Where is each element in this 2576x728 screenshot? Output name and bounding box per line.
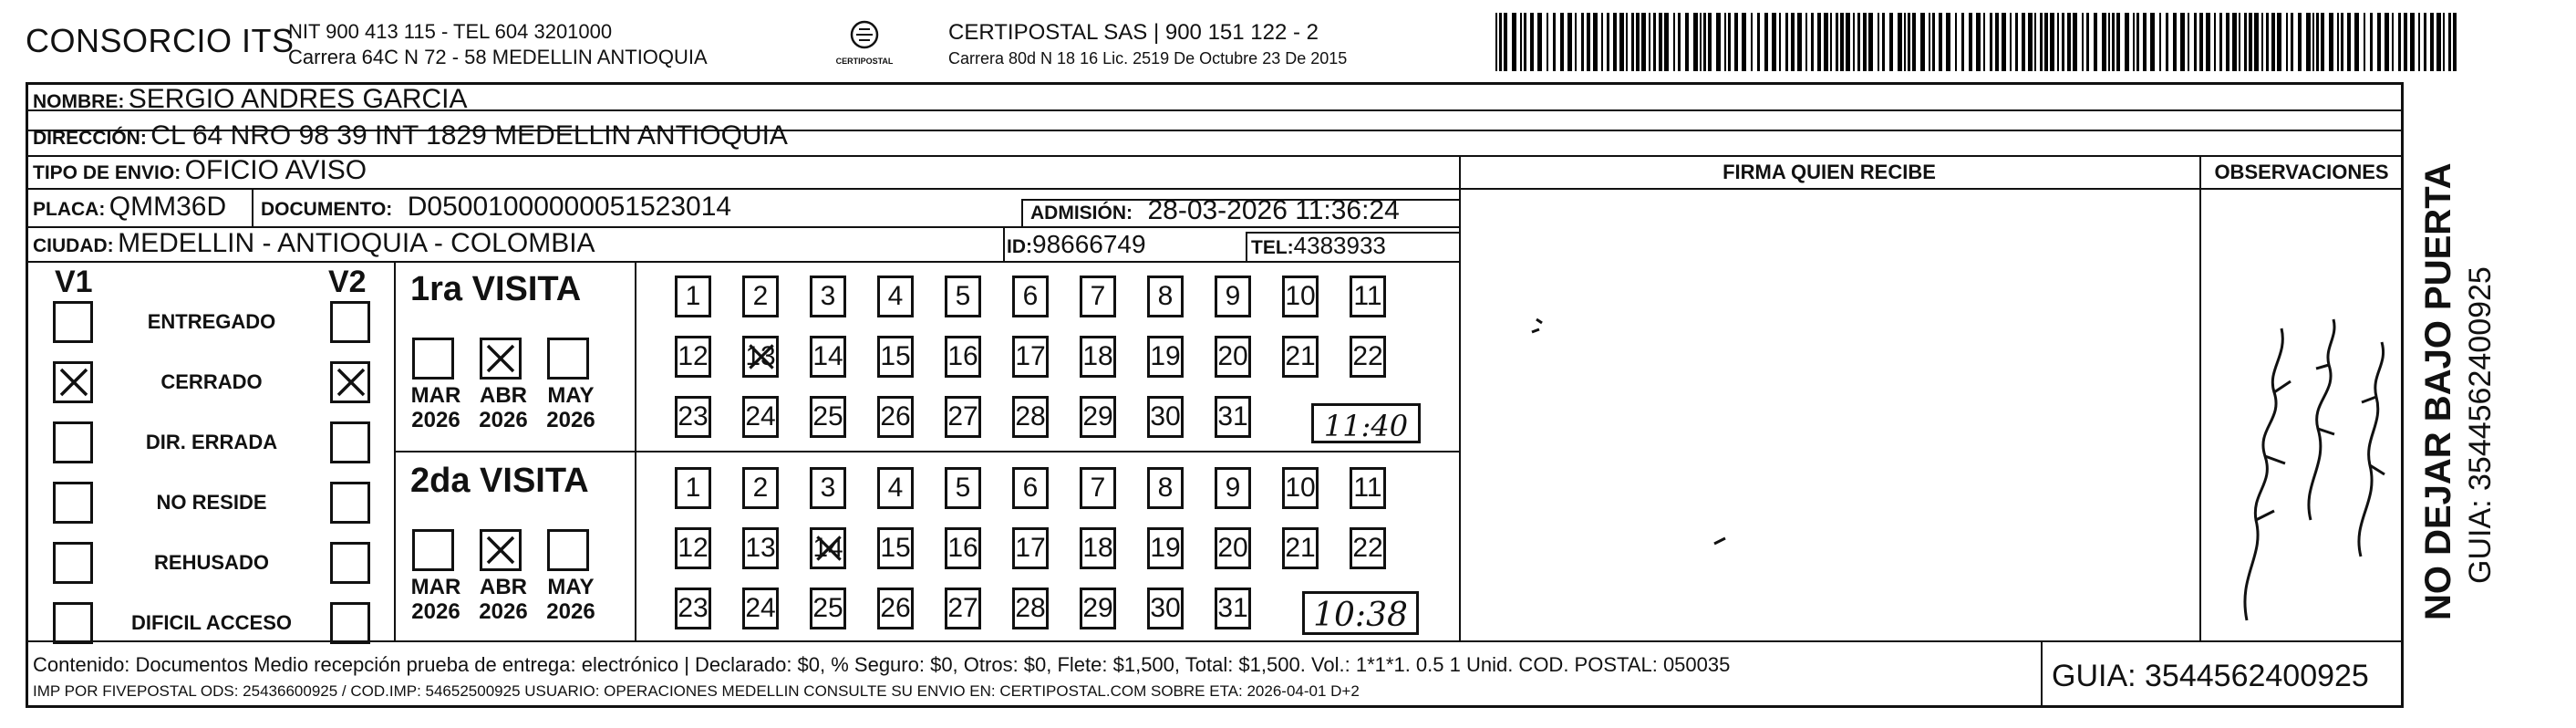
barcode-bar (1636, 13, 1640, 71)
barcode-bar (2094, 13, 2097, 71)
first-visit-day-20[interactable]: 20 (1215, 336, 1251, 378)
barcode-bar (1716, 13, 1721, 71)
barcode-bar (1613, 13, 1617, 71)
barcode-bar (1524, 13, 1526, 71)
barcode-bar (1857, 13, 1860, 71)
barcode-bar (1939, 13, 1942, 71)
firma-header: FIRMA QUIEN RECIBE (1723, 161, 1936, 183)
barcode-bar (2199, 13, 2203, 71)
barcode-bar (1734, 13, 1738, 71)
direccion-label: DIRECCIÓN: (33, 128, 147, 149)
barcode-bar (1703, 13, 1706, 71)
barcode-bar (1653, 13, 1656, 71)
second-visit-day-31[interactable]: 31 (1215, 588, 1251, 629)
tel-cell: TEL:4383933 (1251, 232, 1386, 259)
barcode-bar (2436, 13, 2441, 71)
first-visit-month-box-mar[interactable] (412, 338, 454, 380)
second-visit-day-1[interactable]: 1 (675, 467, 711, 509)
barcode-bar (1791, 13, 1795, 71)
documento-cell: DOCUMENTO: D05001000000051523014 (261, 192, 732, 222)
second-visit-day-26[interactable]: 26 (877, 588, 914, 629)
barcode-bar (1932, 13, 1935, 71)
footer-guia: GUIA: 3544562400925 (2052, 659, 2369, 693)
observaciones-header: OBSERVACIONES (2214, 161, 2389, 183)
barcode-bar (2166, 13, 2168, 71)
first-visit-day-18[interactable]: 18 (1080, 336, 1116, 378)
barcode-bar (1878, 13, 1879, 71)
barcode-bar (1499, 13, 1502, 71)
carrier-name: CERTIPOSTAL SAS | 900 151 122 - 2 (948, 20, 1319, 45)
second-visit-day-10[interactable]: 10 (1282, 467, 1319, 509)
nombre-value: SERGIO ANDRES GARCIA (128, 84, 468, 114)
barcode-bar (2254, 13, 2259, 71)
second-visit-day-22[interactable]: 22 (1350, 527, 1386, 569)
barcode-bar (2206, 13, 2210, 71)
barcode-bar (1700, 13, 1702, 71)
second-visit-day-25[interactable]: 25 (810, 588, 846, 629)
barcode-bar (2057, 13, 2059, 71)
barcode-bar (2443, 13, 2445, 71)
v1-checkbox-1[interactable] (53, 361, 93, 403)
barcode-bar (1961, 13, 1964, 71)
first-visit-month-box-abr[interactable] (480, 338, 522, 380)
barcode-bar (2133, 13, 2135, 71)
barcode-bar (2291, 13, 2293, 71)
barcode-bar (2316, 13, 2319, 71)
first-visit-day-4[interactable]: 4 (877, 276, 914, 317)
first-visit-day-26[interactable]: 26 (877, 396, 914, 438)
second-visit-day-29[interactable]: 29 (1080, 588, 1116, 629)
barcode-bar (2404, 13, 2407, 71)
first-visit-day-25[interactable]: 25 (810, 396, 846, 438)
barcode-bar (1811, 13, 1814, 71)
barcode-bar (1912, 13, 1916, 71)
second-visit-day-13[interactable]: 13 (742, 527, 779, 569)
company-address: Carrera 64C N 72 - 58 MEDELLIN ANTIOQUIA (288, 46, 708, 68)
barcode-bar (1631, 13, 1634, 71)
barcode-bar (2312, 13, 2314, 71)
barcode-bar (2034, 13, 2036, 71)
second-visit-day-9[interactable]: 9 (1215, 467, 1251, 509)
first-visit-day-16[interactable]: 16 (945, 336, 981, 378)
certipostal-logo (828, 16, 901, 73)
barcode-bar (2188, 13, 2189, 71)
barcode-bar (1976, 13, 1981, 71)
second-visit-month-box-may[interactable] (547, 529, 589, 571)
barcode-bar (2010, 13, 2012, 71)
status-label: CERRADO (160, 370, 263, 393)
barcode-bar (1898, 13, 1902, 71)
barcode-bar (2232, 13, 2237, 71)
barcode-bar (1495, 13, 1497, 71)
first-visit-day-12[interactable]: 12 (675, 336, 711, 378)
second-visit-day-24[interactable]: 24 (742, 588, 779, 629)
barcode-bar (1805, 13, 1807, 71)
admision-cell: ADMISIÓN: 28-03-2026 11:36:24 (1030, 195, 1400, 225)
barcode-bar (1836, 13, 1838, 71)
first-visit-day-5[interactable]: 5 (945, 276, 981, 317)
barcode-bar (1983, 13, 1985, 71)
v2-checkbox-4[interactable] (330, 542, 370, 584)
first-visit-month-label: MAR 2026 (410, 383, 461, 432)
barcode-bar (2385, 13, 2389, 71)
first-visit-title: 1ra VISITA (410, 270, 582, 308)
second-visit-day-21[interactable]: 21 (1282, 527, 1319, 569)
second-visit-day-12[interactable]: 12 (675, 527, 711, 569)
first-visit-month-label: MAY 2026 (546, 383, 595, 432)
tipo-value: OFICIO AVISO (184, 155, 367, 185)
barcode-bar (1724, 13, 1726, 71)
ciudad-value: MEDELLIN - ANTIOQUIA - COLOMBIA (118, 228, 595, 258)
barcode-bar (1641, 13, 1646, 71)
barcode-bar (2082, 13, 2084, 71)
tipo-label: TIPO DE ENVIO: (33, 162, 181, 183)
barcode-bar (1995, 13, 1999, 71)
barcode-bar (2116, 13, 2120, 71)
side-warning: NO DEJAR BAJO PUERTA (2418, 162, 2458, 620)
barcode-bar (2073, 13, 2077, 71)
barcode-bar (2370, 13, 2373, 71)
second-visit-day-3[interactable]: 3 (810, 467, 846, 509)
second-visit-day-7[interactable]: 7 (1080, 467, 1116, 509)
first-visit-day-28[interactable]: 28 (1012, 396, 1049, 438)
barcode-bar (2015, 13, 2018, 71)
v1-checkbox-5[interactable] (53, 602, 93, 644)
first-visit-time: 11:40 (1311, 403, 1421, 443)
company-name: CONSORCIO ITS (26, 22, 295, 59)
barcode-bar (1593, 13, 1598, 71)
barcode-bar (1772, 13, 1776, 71)
barcode-bar (1673, 13, 1675, 71)
barcode-bar (2173, 13, 2177, 71)
barcode-bar (1587, 13, 1590, 71)
second-visit-day-19[interactable]: 19 (1147, 527, 1184, 569)
barcode-bar (1512, 13, 1516, 71)
barcode-bar (2277, 13, 2281, 71)
barcode-bar (1908, 13, 1910, 71)
barcode-bar (1846, 13, 1850, 71)
barcode-bar (1751, 13, 1753, 71)
first-visit-month-box-may[interactable] (547, 338, 589, 380)
second-visit-month-label: MAR 2026 (410, 575, 461, 624)
ciudad-cell: CIUDAD: MEDELLIN - ANTIOQUIA - COLOMBIA (33, 228, 595, 258)
barcode-bar (1520, 13, 1522, 71)
v2-checkbox-0[interactable] (330, 301, 370, 343)
barcode-bar (2261, 13, 2263, 71)
second-visit-title: 2da VISITA (410, 462, 589, 500)
first-visit-day-29[interactable]: 29 (1080, 396, 1116, 438)
barcode-bar (1955, 13, 1957, 71)
barcode-bar (2347, 13, 2351, 71)
barcode-bar (2354, 13, 2359, 71)
first-visit-day-3[interactable]: 3 (810, 276, 846, 317)
barcode-bar (1853, 13, 1855, 71)
first-visit-day-8[interactable]: 8 (1147, 276, 1184, 317)
barcode-bar (1728, 13, 1731, 71)
barcode-bar (1840, 13, 1844, 71)
barcode-bar (1581, 13, 1584, 71)
second-visit-day-6[interactable]: 6 (1012, 467, 1049, 509)
barcode-bar (2150, 13, 2155, 71)
barcode-bar (2050, 13, 2054, 71)
barcode-bar (1868, 13, 1873, 71)
barcode-bar (1575, 13, 1577, 71)
second-visit-day-27[interactable]: 27 (945, 588, 981, 629)
barcode-bar (2364, 13, 2365, 71)
barcode-bar (2306, 13, 2311, 71)
first-visit-day-31[interactable]: 31 (1215, 396, 1251, 438)
barcode-bar (1619, 13, 1624, 71)
barcode-bar (1929, 13, 1930, 71)
status-label: DIR. ERRADA (145, 431, 278, 453)
status-label: NO RESIDE (156, 491, 267, 514)
barcode-bar (1678, 13, 1681, 71)
barcode-bar (1882, 13, 1885, 71)
direccion-value: CL 64 NRO 98 39 INT 1829 MEDELLIN ANTIOQUIA (150, 120, 788, 151)
v1-header: V1 (55, 265, 93, 299)
barcode-bar (1757, 13, 1760, 71)
barcode-bar (1824, 13, 1828, 71)
barcode-bar (2086, 13, 2089, 71)
nombre-label: NOMBRE: (33, 91, 125, 112)
second-visit-day-11[interactable]: 11 (1350, 467, 1386, 509)
barcode-bar (1547, 13, 1548, 71)
svg-text:CERTIPOSTAL: CERTIPOSTAL (835, 57, 894, 66)
second-visit-day-5[interactable]: 5 (945, 467, 981, 509)
barcode-bar (2226, 13, 2229, 71)
v2-checkbox-2[interactable] (330, 421, 370, 463)
second-visit-day-8[interactable]: 8 (1147, 467, 1184, 509)
id-cell: ID:98666749 (1007, 230, 1146, 258)
first-visit-day-9[interactable]: 9 (1215, 276, 1251, 317)
first-visit-day-19[interactable]: 19 (1147, 336, 1184, 378)
second-visit-month-label: ABR 2026 (479, 575, 528, 624)
status-label: ENTREGADO (147, 310, 276, 333)
first-visit-day-30[interactable]: 30 (1147, 396, 1184, 438)
id-value: 98666749 (1032, 230, 1146, 258)
barcode-bar (2125, 13, 2129, 71)
barcode-bar (2028, 13, 2033, 71)
second-visit-day-4[interactable]: 4 (877, 467, 914, 509)
first-visit-day-17[interactable]: 17 (1012, 336, 1049, 378)
barcode-bar (2022, 13, 2025, 71)
barcode-bar (2244, 13, 2247, 71)
v1-checkbox-3[interactable] (53, 482, 93, 524)
barcode-bar (2321, 13, 2324, 71)
barcode-bar (1990, 13, 1992, 71)
barcode-bar (2329, 13, 2333, 71)
v2-checkbox-3[interactable] (330, 482, 370, 524)
barcode-bar (1659, 13, 1662, 71)
barcode-bar (1785, 13, 1788, 71)
barcode-bar (2136, 13, 2139, 71)
first-visit-day-7[interactable]: 7 (1080, 276, 1116, 317)
barcode-bar (2239, 13, 2240, 71)
barcode-bar (2398, 13, 2401, 71)
barcode-bar (2108, 13, 2110, 71)
second-visit-day-16[interactable]: 16 (945, 527, 981, 569)
first-visit-day-6[interactable]: 6 (1012, 276, 1049, 317)
barcode-bar (1708, 13, 1712, 71)
barcode-bar (2424, 13, 2426, 71)
nombre-row (33, 84, 468, 115)
barcode-bar (2271, 13, 2275, 71)
status-label: REHUSADO (154, 551, 269, 574)
barcode-bar (1626, 13, 1628, 71)
barcode-bar (1560, 13, 1564, 71)
barcode-bar (2112, 13, 2115, 71)
first-visit-day-21[interactable]: 21 (1282, 336, 1319, 378)
observation-handwriting (2201, 192, 2402, 639)
barcode-bar (2337, 13, 2339, 71)
carrier-address: Carrera 80d N 18 16 Lic. 2519 De Octubre 23 De 2015 (948, 49, 1348, 68)
barcode-bar (1764, 13, 1768, 71)
barcode-bar (2062, 13, 2064, 71)
first-visit-day-23[interactable]: 23 (675, 396, 711, 438)
second-visit-day-20[interactable]: 20 (1215, 527, 1251, 569)
barcode-bar (1797, 13, 1802, 71)
barcode-bar (2377, 13, 2381, 71)
second-visit-day-14[interactable]: 14 (810, 527, 846, 569)
first-visit-day-14[interactable]: 14 (810, 336, 846, 378)
side-guia: GUIA: 3544562400925 (2463, 266, 2498, 584)
second-visit-day-18[interactable]: 18 (1080, 527, 1116, 569)
barcode-bar (2159, 13, 2161, 71)
first-visit-day-15[interactable]: 15 (877, 336, 914, 378)
second-visit-month-label: MAY 2026 (546, 575, 595, 624)
barcode-bar (1553, 13, 1556, 71)
v2-header: V2 (328, 265, 367, 299)
second-visit-time: 10:38 (1302, 591, 1419, 635)
barcode-bar (2044, 13, 2048, 71)
barcode-bar (2286, 13, 2288, 71)
barcode-bar (1504, 13, 1507, 71)
second-visit-day-2[interactable]: 2 (742, 467, 779, 509)
placa-value: QMM36D (109, 192, 227, 222)
barcode-bar (2102, 13, 2106, 71)
barcode-bar (1742, 13, 1746, 71)
second-visit-month-box-mar[interactable] (412, 529, 454, 571)
barcode-bar (1889, 13, 1893, 71)
v1-checkbox-2[interactable] (53, 421, 93, 463)
barcode-bar (1946, 13, 1950, 71)
footer-imp: IMP POR FIVEPOSTAL ODS: 25436600925 / COD.IMP: 54652500925 USUARIO: OPERACIONES MEDELLIN CONSULTE SU ENVIO EN: CERTIPOSTAL.COM SOBRE ETA: 2026-04-01 D+2 (33, 682, 1360, 700)
footer-contenido: Contenido: Documentos Medio recepción prueba de entrega: electrónico | Declarado: $0, % Seguro: $0, Otros: $0, Flete: $1,500, Total: $1,500. Vol.: 1*1*1. 0.5 1 Unid. COD. POSTAL: 050035 (33, 653, 1731, 676)
first-visit-day-27[interactable]: 27 (945, 396, 981, 438)
barcode-bar (1607, 13, 1609, 71)
barcode-bar (2448, 13, 2451, 71)
barcode-bar (1863, 13, 1867, 71)
v1-checkbox-4[interactable] (53, 542, 93, 584)
barcode-bar (2418, 13, 2420, 71)
second-visit-day-28[interactable]: 28 (1012, 588, 1049, 629)
barcode-bar (1830, 13, 1832, 71)
v2-checkbox-1[interactable] (330, 361, 370, 403)
barcode-bar (2180, 13, 2185, 71)
barcode-bar (2430, 13, 2434, 71)
first-visit-day-2[interactable]: 2 (742, 276, 779, 317)
barcode-bar (2453, 13, 2457, 71)
v1-checkbox-0[interactable] (53, 301, 93, 343)
barcode-bar (1693, 13, 1698, 71)
first-visit-month-label: ABR 2026 (479, 383, 528, 432)
signature-area (1468, 192, 2198, 639)
first-visit-day-11[interactable]: 11 (1350, 276, 1386, 317)
barcode-bar (1817, 13, 1821, 71)
barcode-bar (2392, 13, 2394, 71)
barcode-bar (2002, 13, 2006, 71)
barcode-bar (1537, 13, 1542, 71)
barcode-bar (1664, 13, 1669, 71)
tipo-row (33, 155, 367, 186)
barcode-bar (1904, 13, 1906, 71)
v2-checkbox-5[interactable] (330, 602, 370, 644)
second-visit-day-30[interactable]: 30 (1147, 588, 1184, 629)
second-visit-month-box-abr[interactable] (480, 529, 522, 571)
barcode-bar (2143, 13, 2147, 71)
barcode-bar (2040, 13, 2043, 71)
barcode-bar (1649, 13, 1650, 71)
first-visit-day-1[interactable]: 1 (675, 276, 711, 317)
placa-cell: PLACA: QMM36D (33, 192, 227, 222)
barcode-bar (2214, 13, 2216, 71)
barcode-bar (2194, 13, 2197, 71)
first-visit-day-22[interactable]: 22 (1350, 336, 1386, 378)
second-visit-day-23[interactable]: 23 (675, 588, 711, 629)
barcode-bar (2266, 13, 2269, 71)
barcode-bar (2341, 13, 2343, 71)
first-visit-day-10[interactable]: 10 (1282, 276, 1319, 317)
second-visit-day-17[interactable]: 17 (1012, 527, 1049, 569)
barcode-bar (2067, 13, 2071, 71)
second-visit-day-15[interactable]: 15 (877, 527, 914, 569)
barcode-bar (1601, 13, 1603, 71)
tel-value: 4383933 (1293, 232, 1386, 259)
barcode-bar (2410, 13, 2415, 71)
barcode-bar (1779, 13, 1781, 71)
barcode-bar (1567, 13, 1572, 71)
barcode-bar (1530, 13, 1534, 71)
barcode-bar (1685, 13, 1689, 71)
barcode-bar (2249, 13, 2252, 71)
status-label: DIFICIL ACCESO (130, 611, 292, 634)
barcode-bar (2298, 13, 2302, 71)
barcode-bar (2219, 13, 2222, 71)
company-nit: NIT 900 413 115 - TEL 604 3201000 (288, 20, 613, 43)
first-visit-day-24[interactable]: 24 (742, 396, 779, 438)
documento-value: D05001000000051523014 (407, 192, 732, 222)
barcode-bar (1920, 13, 1925, 71)
direccion-row (33, 120, 788, 151)
first-visit-day-13[interactable]: 13 (742, 336, 779, 378)
admision-value: 28-03-2026 11:36:24 (1147, 195, 1400, 225)
barcode-bar (1969, 13, 1972, 71)
